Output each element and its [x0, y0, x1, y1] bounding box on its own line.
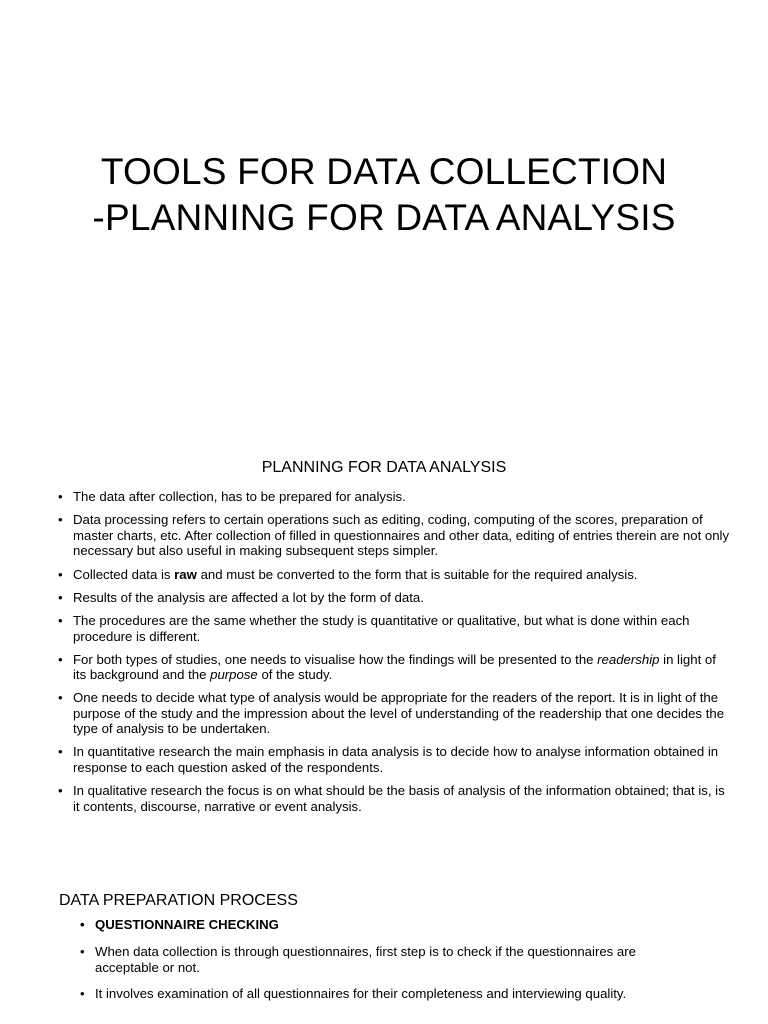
title-slide — [0, 0, 768, 432]
bullet-text: Collected data is — [73, 566, 175, 582]
bullet-text: For both types of studies, one needs to visualise how the findings will be presented to the — [73, 651, 598, 667]
bullet-item — [58, 652, 730, 683]
planning-heading: PLANNING FOR DATA ANALYSIS — [261, 459, 507, 476]
bullet-text: in light of its background and the — [73, 651, 716, 683]
data-preparation-slide — [0, 864, 768, 1024]
bullet-item: • Results of the analysis are affected a lot by the form of data. — [58, 590, 730, 606]
bullet-text: and must be converted to the form that is suitable for the required analysis. — [196, 566, 638, 582]
planning-bullet-list — [58, 489, 730, 822]
list-item-questionnaire-checking: • QUESTIONNAIRE CHECKING — [80, 917, 668, 933]
bullet-item — [58, 567, 730, 583]
slide-title-line-1: TOOLS FOR DATA COLLECTION — [100, 150, 668, 192]
bullet-item: • Data processing refers to certain operations such as editing, coding, computing of the scores, preparation of master charts, etc. After collection of filled in questionnaires and other data, editing of entries therein are not only necessary but also useful in making subsequent steps simpler. — [58, 512, 730, 559]
bullet-item: • One needs to decide what type of analysis would be appropriate for the readers of the report. It is in light of the purpose of the study and the impression about the level of understanding of the readership that one decides the type of analysis to be undertaken. — [58, 690, 730, 737]
bold-text-raw: raw — [174, 566, 197, 582]
planning-slide — [0, 432, 768, 864]
data-preparation-list — [80, 917, 668, 1012]
bullet-item: • The procedures are the same whether the study is quantitative or qualitative, but what is done within each procedure is different. — [58, 613, 730, 644]
italic-text-purpose: purpose — [210, 667, 258, 683]
data-preparation-heading: DATA PREPARATION PROCESS — [59, 892, 298, 909]
list-item: • When data collection is through questionnaires, first step is to check if the questionnaires are acceptable or not. — [80, 944, 668, 976]
bullet-item: • The data after collection, has to be prepared for analysis. — [58, 489, 730, 505]
slide-title-line-2: -PLANNING FOR DATA ANALYSIS — [92, 196, 676, 238]
bullet-item: • In quantitative research the main emphasis in data analysis is to decide how to analyse information obtained in response to each question asked of the respondents. — [58, 744, 730, 775]
slide-title — [40, 149, 728, 241]
italic-text-readership: readership — [597, 651, 660, 667]
bullet-text: of the study. — [257, 667, 333, 683]
bullet-item: • In qualitative research the focus is on what should be the basis of analysis of the information obtained; that is, is it contents, discourse, narrative or event analysis. — [58, 783, 730, 814]
list-item: • It involves examination of all questionnaires for their completeness and interviewing quality. — [80, 986, 668, 1002]
